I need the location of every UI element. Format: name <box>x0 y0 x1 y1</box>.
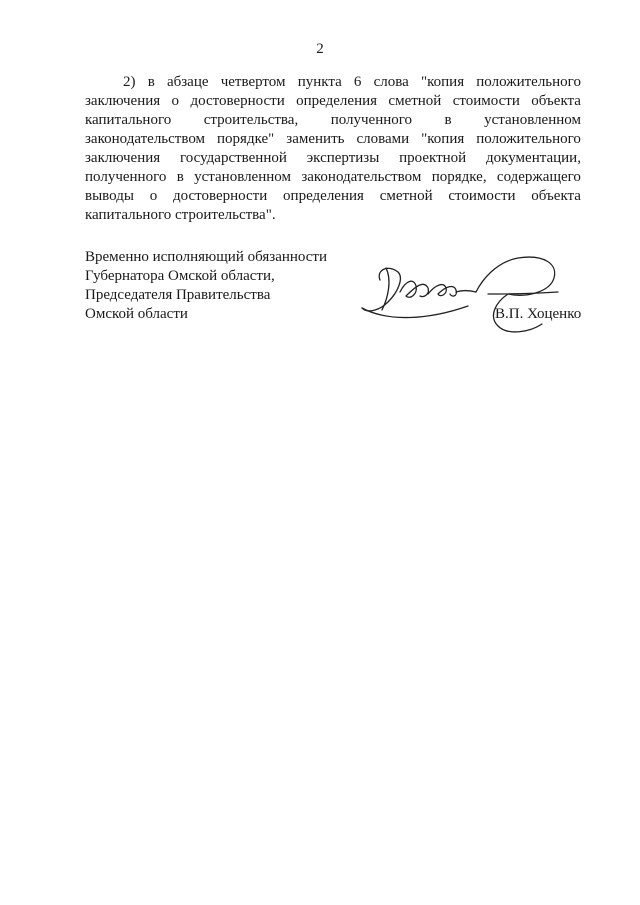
paragraph-word: "копия <box>420 74 465 90</box>
paragraph-line <box>85 187 581 206</box>
page-number: 2 <box>316 41 324 57</box>
paragraph-word: законодательством <box>301 169 422 185</box>
paragraph-line: капитального строительства". <box>85 207 276 223</box>
paragraph-word: порядке" <box>217 131 275 147</box>
paragraph-word: в <box>147 74 155 90</box>
paragraph-word: проектной <box>399 150 467 166</box>
amendment-paragraph <box>85 73 581 225</box>
signer-name: В.П. Хоценко <box>495 306 582 322</box>
paragraph-word: заключения <box>85 150 161 166</box>
paragraph-word: достоверности <box>190 93 285 109</box>
paragraph-word: стоимости <box>448 188 516 204</box>
paragraph-word: 6 <box>353 74 362 90</box>
paragraph-word: полученного <box>330 112 413 128</box>
paragraph-word: законодательством <box>85 131 206 147</box>
paragraph-word: достоверности <box>172 188 268 204</box>
paragraph-word: установленном <box>194 169 291 185</box>
paragraph-word: объекта <box>531 188 581 204</box>
paragraph-word: словами <box>356 131 410 147</box>
handwritten-signature <box>358 250 578 340</box>
paragraph-word: "копия <box>421 131 465 147</box>
paragraph-word: объекта <box>531 93 581 109</box>
signer-position-line: Временно исполняющий обязанности <box>85 249 328 265</box>
paragraph-word: стоимости <box>452 93 520 109</box>
paragraph-word: абзаце <box>166 74 209 90</box>
paragraph-word: содержащего <box>496 169 581 185</box>
paragraph-word: определения <box>296 93 378 109</box>
paragraph-word: о <box>149 188 158 204</box>
paragraph-word: капитального <box>85 112 172 128</box>
paragraph-word: государственной <box>179 150 287 166</box>
paragraph-word: строительства, <box>203 112 299 128</box>
signer-position-line: Губернатора Омской области, <box>85 268 275 284</box>
signer-position-line: Омской области <box>85 306 188 322</box>
paragraph-line <box>85 168 581 187</box>
paragraph-word: установленном <box>484 112 581 128</box>
paragraph-word: положительного <box>476 131 581 147</box>
paragraph-word: определения <box>283 188 364 204</box>
paragraph-word: положительного <box>476 74 581 90</box>
paragraph-word: порядке, <box>431 169 487 185</box>
paragraph-word: о <box>171 93 180 109</box>
paragraph-line <box>85 149 581 168</box>
paragraph-word: в <box>176 169 184 185</box>
paragraph-word: полученного <box>85 169 167 185</box>
paragraph-word: пункта <box>297 74 342 90</box>
paragraph-word: слова <box>373 74 409 90</box>
paragraph-line <box>85 130 581 149</box>
paragraph-word: экспертизы <box>306 150 380 166</box>
paragraph-word: четвертом <box>220 74 286 90</box>
paragraph-line <box>85 73 581 92</box>
paragraph-word: заключения <box>85 93 161 109</box>
signer-position <box>85 248 327 324</box>
signer-position-line: Председателя Правительства <box>85 287 271 303</box>
paragraph-word: заменить <box>286 131 345 147</box>
paragraph-word: выводы <box>85 188 134 204</box>
paragraph-line <box>85 111 581 130</box>
paragraph-word: в <box>444 112 452 128</box>
paragraph-word: сметной <box>388 93 442 109</box>
paragraph-word: 2) <box>123 74 136 90</box>
paragraph-word: документации, <box>486 150 581 166</box>
paragraph-word: сметной <box>379 188 433 204</box>
paragraph-line <box>85 92 581 111</box>
